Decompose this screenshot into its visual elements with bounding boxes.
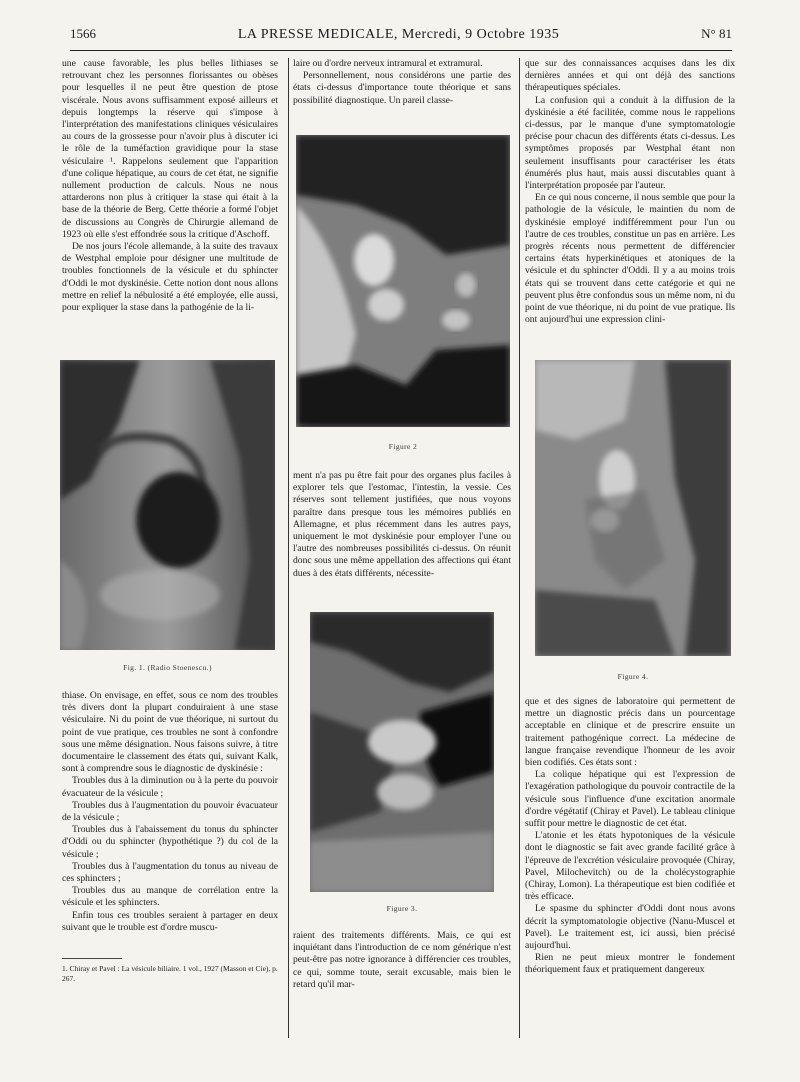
figure-1-image xyxy=(60,360,275,650)
paragraph: ment n'a pas pu être fait pour des organes plus faciles à explorer tels que l'estomac, l'intestin, la vessie. Ces réserves sont tellement justifiées, que nous voyons paraître dans presque tous les mémoires publiés en Allemagne, et plus récemment dans les autres pays, uniquement le mot dyskinésie pour employer l'une ou l'autre des nombreuses possibilités ci-dessus. On réunit donc sous une même appellation des affections qui étant dues à des états différents, nécessite- xyxy=(293,470,511,579)
figure-2-caption: Figure 2 xyxy=(388,442,418,451)
page-header xyxy=(70,26,732,48)
figure-3-caption: Figure 3. xyxy=(386,904,418,913)
issue-date: Mercredi, 9 Octobre 1935 xyxy=(401,27,560,42)
figure-1-caption: Fig. 1. (Radio Stoenescu.) xyxy=(123,663,212,672)
paragraph: En ce qui nous concerne, il nous semble que pour la pathologie de la vésicule, le maintien du nom de dyskinésie employé indifféremment pour l'un ou l'autre de ces troubles, constitue un pas en arrière. Les progrès récents nous permettent de différencier certains états hyperkinétiques et atoniques de la vésicule et du sphincter d'Oddi. Il y a au moins trois états qui se trouvent dans cette catégorie et qui ne peuvent plus être confondus sous un même nom, ni du point de vue théorique, ni du point de vue pratique. Ils ont aujourd'hui une expression clini- xyxy=(525,192,735,326)
column-1-top xyxy=(62,58,278,354)
column-divider xyxy=(519,58,520,1038)
paragraph: La confusion qui a conduit à la diffusion de la dyskinésie a été facilitée, comme nous le rappelions ci-dessus, par le manque d'une symptomatologie précise pour chacun des différents états ci-dessus. Les symptômes proposés par Westphal étant non seulement insuffisants pour caractériser les états énumérés plus haut, mais aussi discutables quant à l'interprétation proposée par l'auteur. xyxy=(525,94,735,192)
column-divider xyxy=(288,58,289,1038)
column-3-top xyxy=(525,58,735,354)
figure-4-image xyxy=(535,360,731,656)
figure-3-image xyxy=(310,612,494,892)
paragraph: Troubles dus à l'augmentation du tonus au niveau de ces sphincters ; xyxy=(62,860,278,885)
footnote: 1. Chiray et Pavel : La vésicule biliaire. 1 vol., 1927 (Masson et Cie), p. 267. xyxy=(62,964,278,983)
journal-title: LA PRESSE MEDICALE, xyxy=(237,27,398,42)
paragraph: Enfin tous ces troubles seraient à partager en deux suivant que le trouble est d'ordre muscu- xyxy=(62,909,278,933)
column-2-bottom xyxy=(293,930,511,992)
paragraph: L'atonie et les états hypotoniques de la vésicule dont le diagnostic se fait avec grande facilité grâce à l'épreuve de l'excrétion vésiculaire provoquée (Chiray, Pavel, Milochevitch) ou de la cholécystographie (Chiray, Lomon). La thérapeutique est bien codifiée et très efficace. xyxy=(525,830,735,903)
column-2-top xyxy=(293,58,511,120)
page-number: 1566 xyxy=(70,26,96,41)
column-2-middle xyxy=(293,470,511,592)
figure-4-caption: Figure 4. xyxy=(617,672,649,681)
paragraph: thiase. On envisage, en effet, sous ce nom des troubles très divers dont la plupart conduiraient à une stase vésiculaire. Ni du point de vue théorique, ni surtout du point de vue pratique, ces troubles ne sont à confondre sous une même désignation. Nous faisons suivre, à titre documentaire le classement des états qui, suivant Kalk, sont à comprendre sous le diagnostic de dyskinésie : xyxy=(62,690,278,775)
paragraph: De nos jours l'école allemande, à la suite des travaux de Westphal emploie pour désigner une multitude de troubles fonctionnels de la vésicule et du sphincter d'Oddi le mot dyskinésie. Cette notion dont nous allons mettre en relief la nébulosité a été employée, elle aussi, pour expliquer la stase dans la pathogénie de la li- xyxy=(62,241,278,314)
paragraph: Troubles dus à la diminution ou à la perte du pouvoir évacuateur de la vésicule ; xyxy=(62,775,278,799)
column-1-bottom xyxy=(62,690,278,946)
paragraph: Troubles dus au manque de corrélation entre la vésicule et les sphincters. xyxy=(62,885,278,909)
footnote-rule xyxy=(62,958,122,959)
paragraph: Le spasme du sphincter d'Oddi dont nous avons décrit la symptomatologie objective (Nanu-Muscel et Pavel). Le traitement est, ici aussi, bien précisé aujourd'hui. xyxy=(525,903,735,952)
paragraph: que et des signes de laboratoire qui permettent de mettre un diagnostic précis dans un pourcentage acceptable en clinique et de prescrire ensuite un traitement pathogénique correct. La médecine de langue française revendique l'honneur de les avoir bien codifiés. Ces états sont : xyxy=(525,696,735,769)
paragraph: Troubles dus à l'augmentation du pouvoir évacuateur de la vésicule ; xyxy=(62,799,278,824)
issue-number: N° 81 xyxy=(701,26,732,41)
paragraph: une cause favorable, les plus belles lithiases se retrouvant chez les personnes florissantes ou obèses pour lesquelles il ne peut être question de ptose viscérale. Nous avons suffisamment exposé ailleurs et depuis longtemps la réserve qui s'impose à l'interprétation des manifestations cliniques vésiculaires au cours de la grossesse pour n'avoir plus à discuter ici le rôle de la tuméfaction gravidique pour la stase vésiculaire ¹. Rappelons seulement que l'apparition d'une colique hépatique, au cours de cet état, ne signifie nullement production de calculs. Nous ne nous attarderons non plus à critiquer la stase qui était à la base de la théorie de Berg. Cette théorie a formé l'objet de discussions au Congrès de Chirurgie allemand de 1923 où elle s'est effondrée sous la critique d'Aschoff. xyxy=(62,58,278,240)
paragraph: laire ou d'ordre nerveux intramural et extramural. xyxy=(293,58,483,69)
paragraph: raient des traitements différents. Mais, ce qui est inquiétant dans l'introduction de ce nom générique n'est peut-être pas notre ignorance à différencier ces troubles, ce qui, somme toute, serait excusable, mais bien le retard qu'il mar- xyxy=(293,930,511,990)
paragraph: que sur des connaissances acquises dans les dix dernières années et qui ont déjà des sanctions thérapeutiques spéciales. xyxy=(525,58,735,94)
column-3-bottom xyxy=(525,696,735,996)
header-rule xyxy=(70,50,732,51)
paragraph: Personnellement, nous considérons une partie des états ci-dessus d'importance toute théorique et sans possibilité diagnostique. Un pareil classe- xyxy=(293,70,511,106)
journal-masthead xyxy=(238,27,559,43)
paragraph: Troubles dus à l'abaissement du tonus du sphincter d'Oddi ou du sphincter (hypothétique ?) du col de la vésicule ; xyxy=(62,824,278,860)
paragraph: Rien ne peut mieux montrer le fondement théoriquement faux et pratiquement dangereux xyxy=(525,952,735,976)
paragraph: La colique hépatique qui est l'expression de l'exagération pathologique du pouvoir contractile de la vésicule sous l'influence d'une excitation anormale d'ordre végétatif (Chiray et Pavel). Le tableau clinique suffit pour mettre le diagnostic de cet état. xyxy=(525,769,735,830)
figure-2-image xyxy=(296,135,510,427)
